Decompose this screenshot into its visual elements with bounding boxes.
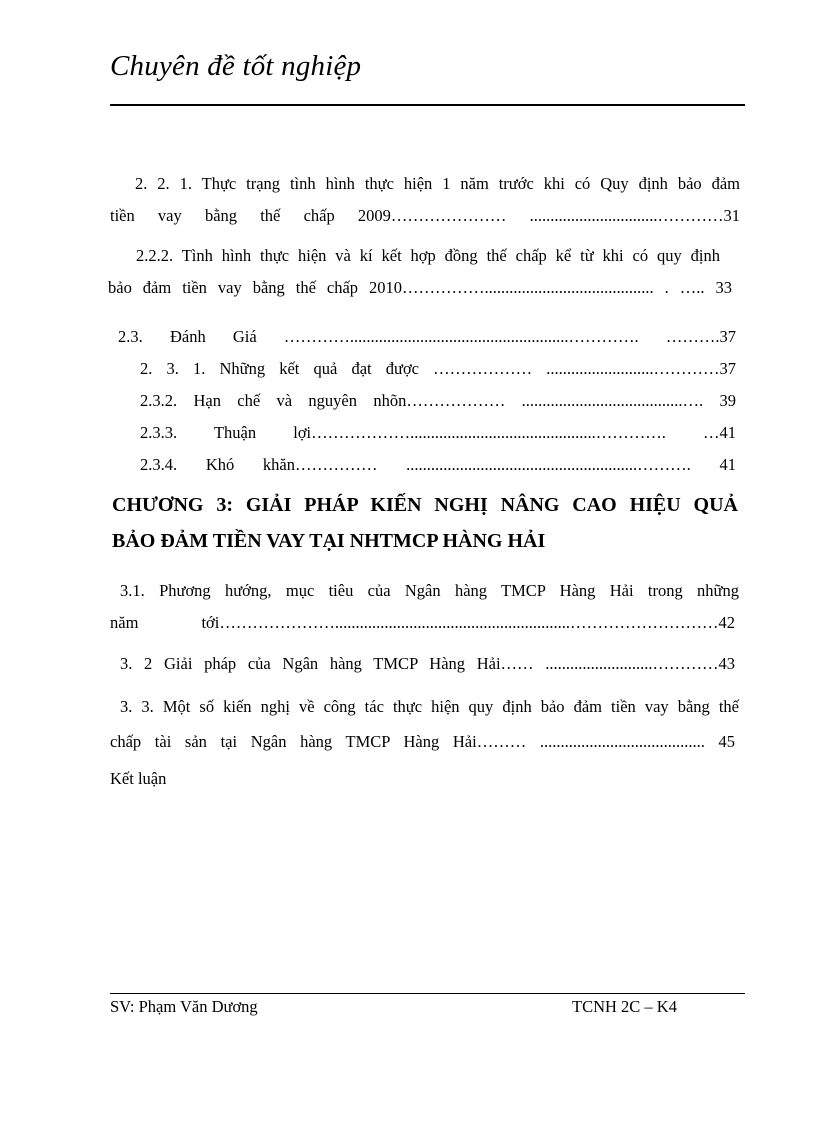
- page-header-title: Chuyên đề tốt nghiệp: [110, 50, 362, 82]
- toc-item-2-3-1: 2. 3. 1. Những kết quả đạt được ……………… ..........................…………37: [140, 359, 736, 378]
- footer-class-code: TCNH 2C – K4: [572, 997, 677, 1016]
- footer-divider: [110, 993, 745, 994]
- toc-item-2-3-4: 2.3.4. Khó khăn…………… ........................................................………. 41: [140, 455, 736, 474]
- toc-conclusion: Kết luận: [110, 769, 167, 788]
- toc-item-2-2-2-line1: 2.2.2. Tình hình thực hiện và kí kết hợp đồng thế chấp kể từ khi có quy định: [136, 246, 720, 265]
- toc-item-3-1-line1: 3.1. Phương hướng, mục tiêu của Ngân hàng TMCP Hàng Hải trong những: [120, 581, 739, 600]
- footer-student-name: SV: Phạm Văn Dương: [110, 997, 258, 1016]
- toc-item-2-2-2-line2: bảo đảm tiền vay bằng thế chấp 2010……………......................................... . ….. 33: [108, 278, 732, 297]
- toc-item-2-3-2: 2.3.2. Hạn chế và nguyên nhõn……………… .......................................…. 39: [140, 391, 736, 410]
- toc-item-3-1-line2: năm tới………………….........................................................………………………42: [110, 613, 735, 632]
- toc-item-3-2: 3. 2 Giải pháp của Ngân hàng TMCP Hàng Hải…… ..........................…………43: [120, 654, 735, 673]
- toc-item-2-2-1-line2: tiền vay bằng thế chấp 2009………………… ...............................…………31: [110, 206, 740, 225]
- toc-item-2-3-3: 2.3.3. Thuận lợi……………….............................................…………. …41: [140, 423, 736, 442]
- header-divider: [110, 104, 745, 106]
- toc-item-2-3: 2.3. Đánh Giá ………….....................................................…………. ……….37: [118, 327, 736, 346]
- toc-item-3-3-line1: 3. 3. Một số kiến nghị về công tác thực hiện quy định bảo đảm tiền vay bằng thế: [120, 697, 739, 716]
- toc-item-3-3-line2: chấp tài sản tại Ngân hàng TMCP Hàng Hải……… ........................................ 45: [110, 732, 735, 751]
- chapter-3-title-line2: BẢO ĐẢM TIỀN VAY TẠI NHTMCP HÀNG HẢI: [112, 530, 546, 552]
- toc-item-2-2-1-line1: 2. 2. 1. Thực trạng tình hình thực hiện 1 năm trước khi có Quy định bảo đảm: [135, 174, 740, 193]
- chapter-3-title-line1: CHƯƠNG 3: GIẢI PHÁP KIẾN NGHỊ NÂNG CAO HIỆU QUẢ: [112, 494, 738, 516]
